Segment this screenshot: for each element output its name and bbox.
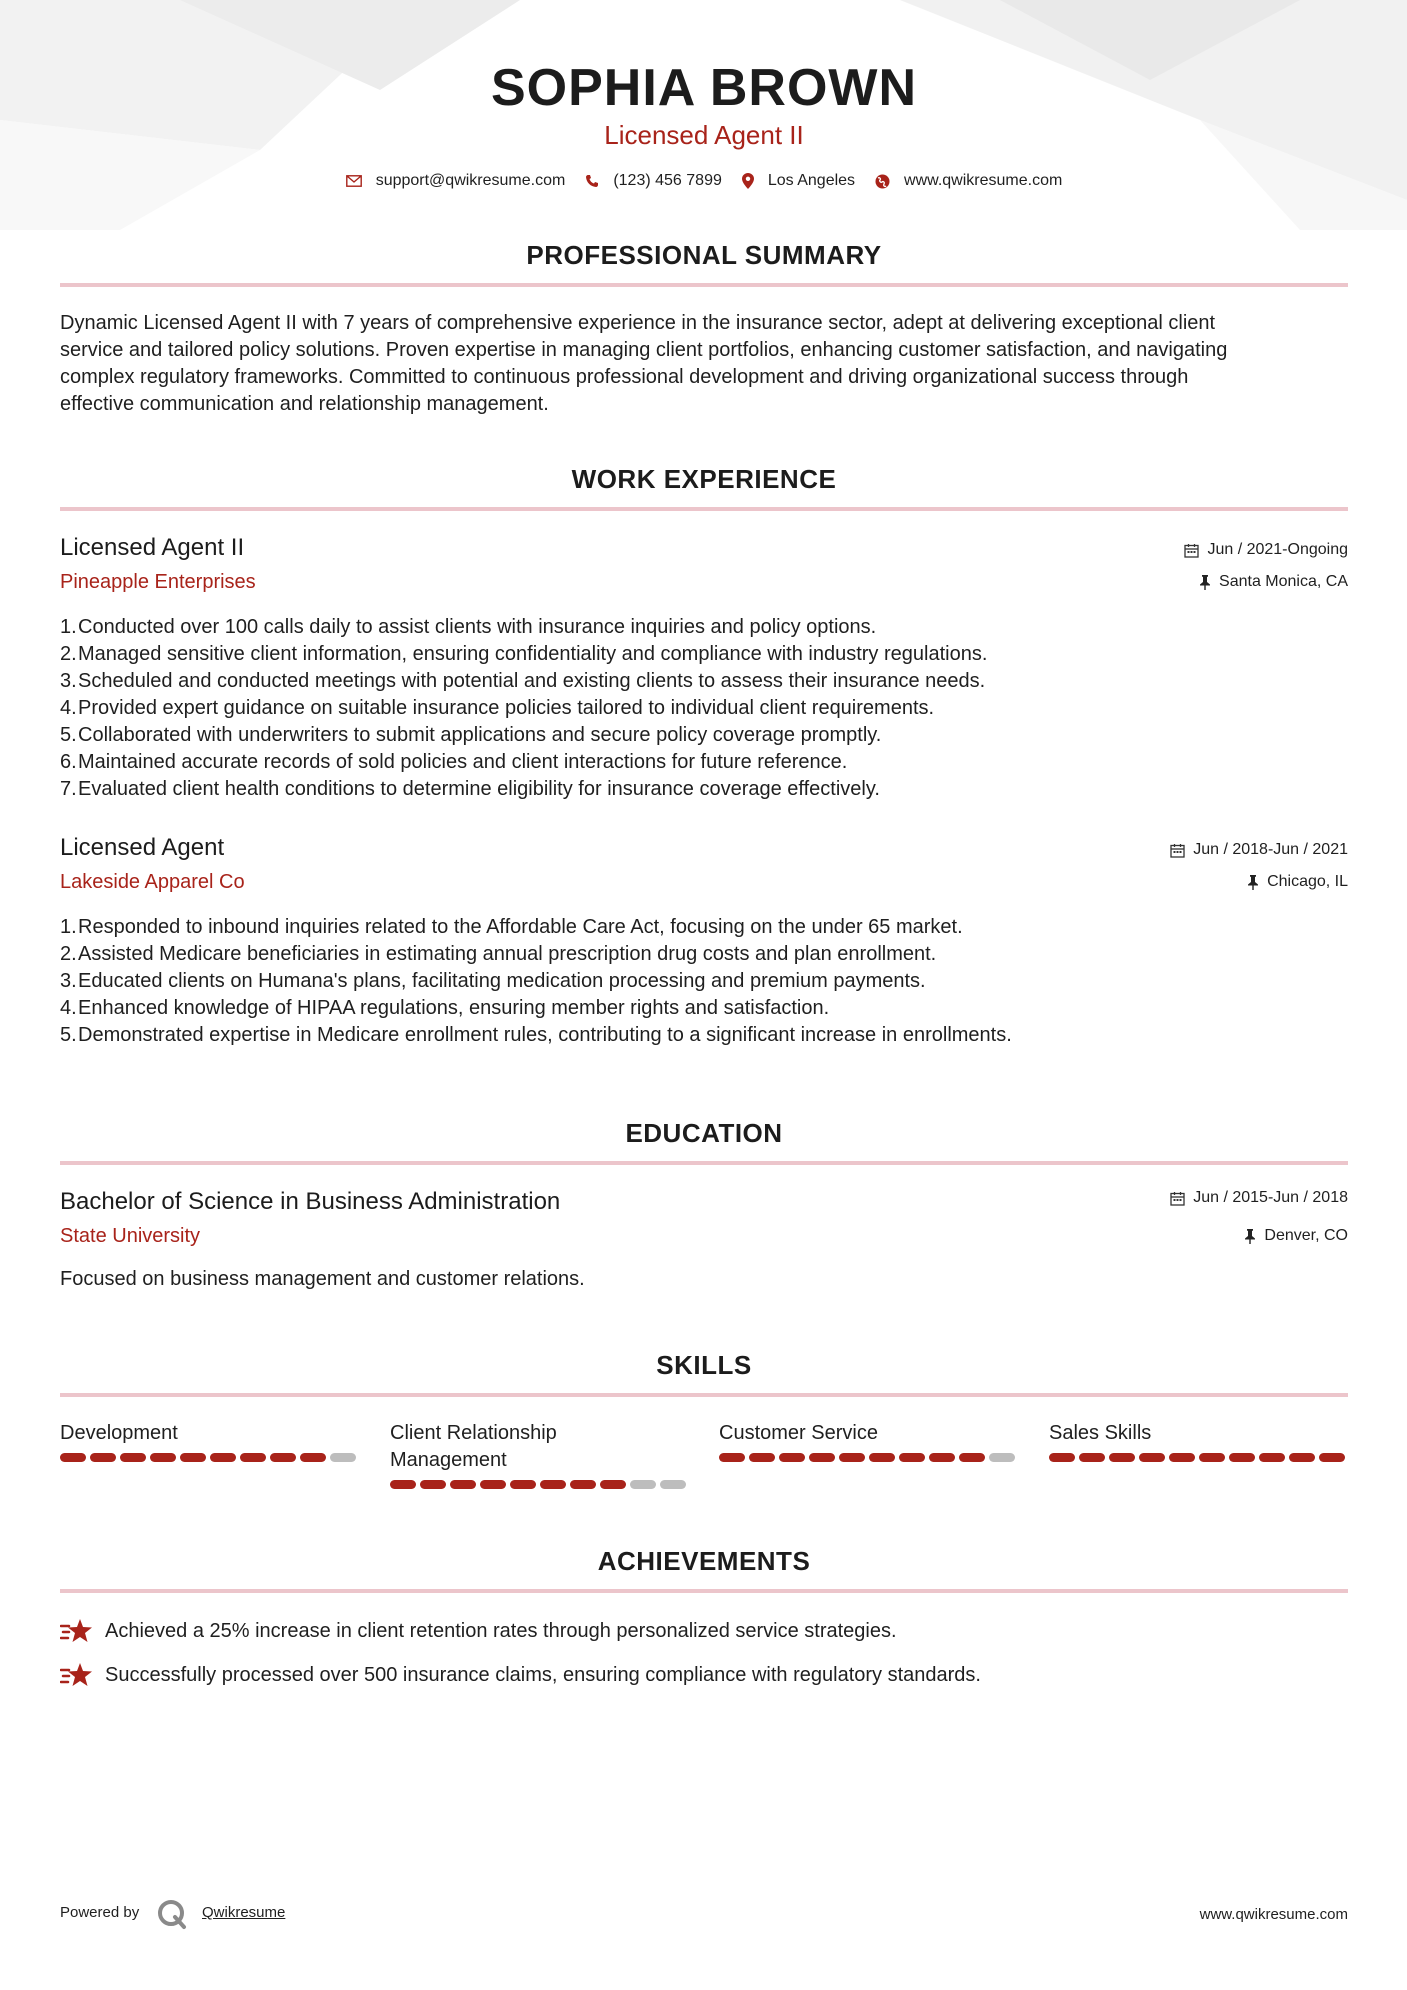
candidate-name: SOPHIA BROWN: [490, 59, 918, 117]
skill-segment-filled: [240, 1453, 266, 1462]
list-item: 5. Collaborated with underwriters to submit applications and secure policy coverage promptly.: [60, 722, 1348, 749]
skill-segment-empty: [330, 1453, 356, 1462]
list-item: 7. Evaluated client health conditions to determine eligibility for insurance coverage effectively.: [60, 776, 1348, 803]
achievements-heading: ACHIEVEMENTS: [597, 1546, 811, 1576]
degree-title: Bachelor of Science in Business Administration: [60, 1188, 561, 1215]
qwikresume-link[interactable]: Qwikresume: [202, 1904, 286, 1921]
skill-segment-filled: [450, 1480, 476, 1489]
contact-phone-text: (123) 456 7899: [613, 172, 722, 189]
skill-level-bar: [390, 1480, 690, 1489]
envelope-icon: [346, 175, 362, 187]
job-duties-list: [60, 614, 1348, 803]
skill-segment-filled: [719, 1453, 745, 1462]
skill-segment-filled: [959, 1453, 985, 1462]
skill-segment-filled: [90, 1453, 116, 1462]
contact-email-text: support@qwikresume.com: [375, 172, 566, 189]
list-item: 4. Enhanced knowledge of HIPAA regulations, ensuring member rights and satisfaction.: [60, 995, 1348, 1022]
skill-segment-filled: [1259, 1453, 1285, 1462]
skill-segment-filled: [1079, 1453, 1105, 1462]
qwikresume-logo-icon: [156, 1898, 188, 1930]
contact-location: [742, 172, 855, 190]
skill-segment-filled: [540, 1480, 566, 1489]
skill-item: [719, 1420, 1019, 1462]
skill-segment-filled: [120, 1453, 146, 1462]
duty-text: Responded to inbound inquiries related to the Affordable Care Act, focusing on the under 65 market.: [78, 916, 963, 938]
job-location: [1247, 873, 1348, 891]
summary-heading: PROFESSIONAL SUMMARY: [526, 240, 882, 270]
skill-segment-filled: [210, 1453, 236, 1462]
skill-segment-empty: [660, 1480, 686, 1489]
skill-segment-empty: [989, 1453, 1015, 1462]
education-location-text: Denver, CO: [1264, 1227, 1348, 1244]
skills-heading: SKILLS: [656, 1350, 752, 1380]
skill-segment-empty: [630, 1480, 656, 1489]
candidate-title: Licensed Agent II: [604, 120, 804, 150]
summary-text: [60, 310, 1348, 418]
skill-name: Development: [60, 1422, 178, 1444]
skill-segment-filled: [839, 1453, 865, 1462]
job-location-text: Santa Monica, CA: [1219, 573, 1348, 590]
calendar-icon: [1170, 1191, 1185, 1206]
skill-segment-filled: [390, 1480, 416, 1489]
pushpin-icon: [1199, 575, 1211, 590]
school-name: State University: [60, 1225, 201, 1247]
calendar-icon: [1170, 843, 1185, 858]
list-item: 2. Assisted Medicare beneficiaries in estimating annual prescription drug costs and plan enrollment.: [60, 941, 1348, 968]
job-location-text: Chicago, IL: [1267, 873, 1348, 890]
skill-segment-filled: [749, 1453, 775, 1462]
list-item: 4. Provided expert guidance on suitable insurance policies tailored to individual client requirements.: [60, 695, 1348, 722]
summary-line: effective communication and relationship management.: [60, 393, 549, 415]
list-item: 2. Managed sensitive client information, ensuring confidentiality and compliance with industry regulations.: [60, 641, 1348, 668]
education-description: Focused on business management and customer relations.: [60, 1268, 585, 1290]
duty-text: Provided expert guidance on suitable insurance policies tailored to individual client requirements.: [78, 697, 935, 719]
duty-text: Enhanced knowledge of HIPAA regulations, ensuring member rights and satisfaction.: [78, 997, 830, 1019]
skill-segment-filled: [869, 1453, 895, 1462]
duty-text: Demonstrated expertise in Medicare enrollment rules, contributing to a significant increase in enrollments.: [78, 1024, 1012, 1046]
skill-segment-filled: [1319, 1453, 1345, 1462]
skill-segment-filled: [180, 1453, 206, 1462]
job-date: [1184, 541, 1348, 559]
pushpin-icon: [1244, 1229, 1256, 1244]
summary-line: Dynamic Licensed Agent II with 7 years of comprehensive experience in the insurance sector, adept at delivering exceptional client: [60, 312, 1216, 334]
job-date-text: Jun / 2021-Ongoing: [1207, 541, 1348, 558]
duty-text: Managed sensitive client information, ensuring confidentiality and compliance with industry regulations.: [78, 643, 988, 665]
pushpin-icon: [1247, 875, 1259, 890]
experience-heading: WORK EXPERIENCE: [571, 464, 837, 494]
skill-item: [1049, 1420, 1349, 1462]
skill-segment-filled: [1169, 1453, 1195, 1462]
job-title: Licensed Agent II: [60, 534, 245, 561]
skill-item: [60, 1420, 360, 1462]
skill-name: Client Relationship: [390, 1422, 557, 1444]
achievement-text: Achieved a 25% increase in client retention rates through personalized service strategies.: [105, 1619, 897, 1642]
skill-segment-filled: [570, 1480, 596, 1489]
education-date-text: Jun / 2015-Jun / 2018: [1193, 1189, 1348, 1206]
education-date: [1170, 1189, 1348, 1207]
duty-text: Conducted over 100 calls daily to assist clients with insurance inquiries and policy options.: [78, 616, 877, 638]
skill-segment-filled: [1049, 1453, 1075, 1462]
skill-segment-filled: [510, 1480, 536, 1489]
footer-website-link[interactable]: www.qwikresume.com: [1199, 1906, 1348, 1923]
list-item: 6. Maintained accurate records of sold policies and client interactions for future reference.: [60, 749, 1348, 776]
education-heading: EDUCATION: [625, 1118, 783, 1148]
skill-segment-filled: [1109, 1453, 1135, 1462]
footer: [60, 1898, 1348, 1934]
summary-line: complex regulatory frameworks. Committed to continuous professional development and driving organizational success through: [60, 366, 1189, 388]
skill-segment-filled: [300, 1453, 326, 1462]
contact-email[interactable]: [346, 172, 566, 190]
skill-segment-filled: [1199, 1453, 1225, 1462]
job-company: Lakeside Apparel Co: [60, 871, 245, 893]
skill-segment-filled: [150, 1453, 176, 1462]
skills-divider: [60, 1393, 1348, 1397]
job-location: [1199, 573, 1348, 591]
duty-text: Scheduled and conducted meetings with potential and existing clients to assess their insurance needs.: [78, 670, 986, 692]
list-item: 1. Conducted over 100 calls daily to assist clients with insurance inquiries and policy options.: [60, 614, 1348, 641]
contact-website[interactable]: [875, 172, 1062, 190]
list-item: 1. Responded to inbound inquiries related to the Affordable Care Act, focusing on the under 65 market.: [60, 914, 1348, 941]
list-item: 3. Educated clients on Humana's plans, facilitating medication processing and premium payments.: [60, 968, 1348, 995]
skill-segment-filled: [60, 1453, 86, 1462]
duty-text: Collaborated with underwriters to submit applications and secure policy coverage promptly.: [78, 724, 882, 746]
skill-name: Sales Skills: [1049, 1422, 1152, 1444]
skill-level-bar: [719, 1453, 1019, 1462]
job-date-text: Jun / 2018-Jun / 2021: [1193, 841, 1348, 858]
star-icon: [60, 1618, 93, 1644]
contact-location-text: Los Angeles: [767, 172, 856, 189]
education-divider: [60, 1161, 1348, 1165]
powered-by-label: Powered by: [60, 1904, 140, 1921]
list-item: 5. Demonstrated expertise in Medicare enrollment rules, contributing to a significant increase in enrollments.: [60, 1022, 1348, 1049]
contact-bar: [60, 172, 1348, 190]
star-icon: [60, 1662, 93, 1688]
skill-level-bar: [1049, 1453, 1349, 1462]
skill-name-line-2: Management: [390, 1449, 507, 1471]
achievement-text: Successfully processed over 500 insurance claims, ensuring compliance with regulatory standards.: [105, 1663, 981, 1686]
skill-name: Customer Service: [719, 1422, 878, 1444]
skill-segment-filled: [1229, 1453, 1255, 1462]
phone-icon: [585, 174, 599, 188]
skill-segment-filled: [270, 1453, 296, 1462]
achievements-divider: [60, 1589, 1348, 1593]
job-date: [1170, 841, 1348, 859]
list-item: 3. Scheduled and conducted meetings with potential and existing clients to assess their insurance needs.: [60, 668, 1348, 695]
duty-text: Assisted Medicare beneficiaries in estimating annual prescription drug costs and plan enrollment.: [78, 943, 937, 965]
duty-text: Educated clients on Humana's plans, facilitating medication processing and premium payments.: [78, 970, 926, 992]
skill-segment-filled: [899, 1453, 925, 1462]
contact-website-text: www.qwikresume.com: [904, 172, 1063, 189]
education-location: [1244, 1227, 1348, 1245]
globe-icon: [875, 174, 890, 189]
skill-segment-filled: [600, 1480, 626, 1489]
skill-segment-filled: [929, 1453, 955, 1462]
duty-text: Maintained accurate records of sold policies and client interactions for future reference.: [78, 751, 848, 773]
skill-segment-filled: [809, 1453, 835, 1462]
skill-segment-filled: [1289, 1453, 1315, 1462]
achievement-item: [60, 1662, 1348, 1688]
experience-divider: [60, 507, 1348, 511]
skill-segment-filled: [420, 1480, 446, 1489]
job-duties-list: [60, 914, 1348, 1049]
skill-segment-filled: [1139, 1453, 1165, 1462]
summary-line: service and tailored policy solutions. Proven expertise in managing client portfolios, enhancing customer satisfaction, and navigating: [60, 339, 1228, 361]
summary-divider: [60, 283, 1348, 287]
achievement-item: [60, 1618, 1348, 1644]
skill-segment-filled: [779, 1453, 805, 1462]
map-pin-icon: [742, 173, 754, 189]
duty-text: Evaluated client health conditions to determine eligibility for insurance coverage effectively.: [78, 778, 880, 800]
skill-segment-filled: [480, 1480, 506, 1489]
skill-level-bar: [60, 1453, 360, 1462]
skill-item: [390, 1420, 690, 1489]
calendar-icon: [1184, 543, 1199, 558]
job-company: Pineapple Enterprises: [60, 571, 256, 593]
job-title: Licensed Agent: [60, 834, 225, 861]
contact-phone[interactable]: [585, 172, 722, 190]
